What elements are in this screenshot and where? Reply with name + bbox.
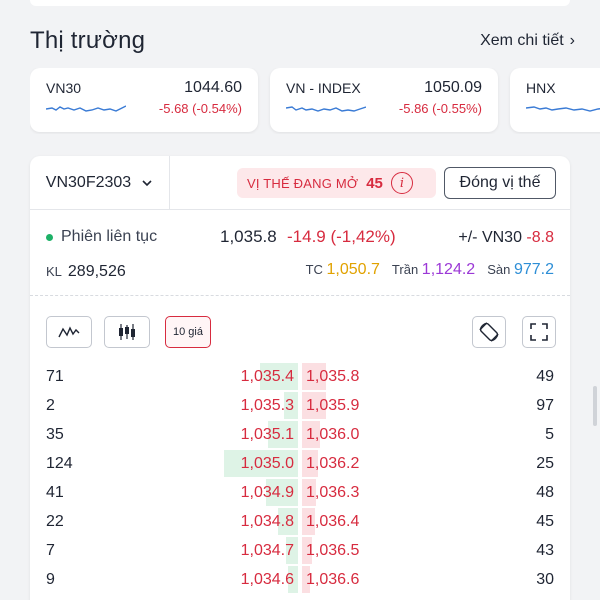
candlestick-icon: [117, 323, 137, 341]
session-status: [46, 228, 157, 246]
order-book-row[interactable]: [30, 478, 570, 507]
index-name: HNX: [526, 80, 556, 96]
ten-price-button[interactable]: [165, 316, 211, 348]
line-chart-button[interactable]: [46, 316, 92, 348]
bid-price[interactable]: 1,035.3: [240, 397, 294, 414]
candlestick-button[interactable]: [104, 316, 150, 348]
bid-price[interactable]: 1,034.7: [240, 542, 294, 559]
session-label: Phiên liên tục: [61, 228, 158, 245]
bid-quantity: 71: [46, 368, 64, 385]
bid-quantity: 7: [46, 542, 55, 559]
ask-price[interactable]: 1,036.0: [306, 426, 360, 443]
order-book-row[interactable]: [30, 565, 570, 594]
index-name: VN30: [46, 80, 82, 96]
order-book-row[interactable]: [30, 536, 570, 565]
index-card-vn30[interactable]: [30, 68, 258, 132]
index-card-vnindex[interactable]: [270, 68, 498, 132]
line-chart-icon: [58, 324, 80, 340]
floor-value: 977.2: [513, 261, 554, 278]
ceiling-value: 1,124.2: [421, 261, 476, 278]
volume-value: 289,526: [67, 263, 126, 280]
floor-label: Sàn: [487, 262, 511, 277]
index-change: -5.68 (-0.54%): [158, 101, 242, 116]
bid-price[interactable]: 1,035.4: [240, 368, 294, 385]
order-book-row[interactable]: [30, 507, 570, 536]
derivatives-card: [30, 156, 570, 600]
bid-price[interactable]: 1,034.9: [240, 484, 294, 501]
basis-label: +/- VN30: [458, 229, 522, 246]
reference-prices: [306, 261, 554, 279]
ask-quantity: 97: [536, 397, 554, 414]
last-price: 1,035.8: [220, 227, 277, 246]
ask-price[interactable]: 1,036.5: [306, 542, 360, 559]
bid-price[interactable]: 1,035.1: [240, 426, 294, 443]
bid-quantity: 41: [46, 484, 64, 501]
ten-price-label: 10 giá: [173, 326, 203, 338]
section-title: Thị trường: [30, 27, 146, 54]
open-position-badge[interactable]: [237, 168, 436, 198]
order-book-row[interactable]: [30, 449, 570, 478]
ask-quantity: 45: [536, 513, 554, 530]
bid-price[interactable]: 1,034.6: [240, 571, 294, 588]
close-position-button[interactable]: Đóng vị thế: [444, 167, 556, 199]
ask-quantity: 5: [545, 426, 554, 443]
order-book-row[interactable]: [30, 420, 570, 449]
see-more-label: Xem chi tiết: [480, 32, 564, 49]
bid-quantity: 9: [46, 571, 55, 588]
see-more-link[interactable]: [480, 32, 575, 50]
sparkline-icon: [526, 102, 600, 116]
bid-quantity: 22: [46, 513, 64, 530]
rotate-screen-icon: [477, 320, 501, 344]
bid-quantity: 124: [46, 455, 73, 472]
top-card-edge: [30, 0, 570, 6]
status-dot-icon: [46, 234, 53, 241]
ask-price[interactable]: 1,035.8: [306, 368, 360, 385]
quote-summary: [30, 211, 570, 296]
ask-price[interactable]: 1,036.2: [306, 455, 360, 472]
market-header: [30, 26, 575, 56]
info-icon[interactable]: i: [391, 172, 413, 194]
tc-label: TC: [305, 262, 323, 277]
ask-quantity: 30: [536, 571, 554, 588]
ask-price[interactable]: 1,036.4: [306, 513, 360, 530]
contract-bar: [30, 156, 570, 210]
order-book-row[interactable]: [30, 362, 570, 391]
ask-quantity: 48: [536, 484, 554, 501]
rotate-button[interactable]: [472, 316, 506, 348]
ask-price[interactable]: 1,036.3: [306, 484, 360, 501]
ceiling-label: Trần: [391, 262, 419, 277]
index-name: VN - INDEX: [286, 80, 361, 96]
index-card-hnx[interactable]: [510, 68, 600, 132]
volume-label: KL: [46, 264, 62, 279]
bid-quantity: 35: [46, 426, 64, 443]
ask-quantity: 49: [536, 368, 554, 385]
symbol-select[interactable]: [30, 156, 170, 210]
order-book: [30, 362, 570, 594]
volume: [46, 263, 126, 281]
chevron-down-icon: [141, 179, 153, 187]
symbol-label: VN30F2303: [45, 174, 132, 191]
sparkline-icon: [286, 102, 366, 116]
basis-value: -8.8: [526, 229, 554, 246]
ask-quantity: 25: [536, 455, 554, 472]
price-change: -14.9 (-1,42%): [287, 227, 396, 246]
order-book-row[interactable]: [30, 391, 570, 420]
ask-price[interactable]: 1,035.9: [306, 397, 360, 414]
basis: [458, 229, 554, 247]
open-position-count: 45: [366, 174, 383, 192]
tc-value: 1,050.7: [326, 261, 380, 278]
index-cards: [30, 68, 600, 134]
open-position-label: VỊ THẾ ĐANG MỞ: [247, 175, 359, 191]
bid-price[interactable]: 1,035.0: [240, 455, 294, 472]
fullscreen-icon: [530, 323, 548, 341]
bid-price[interactable]: 1,034.8: [240, 513, 294, 530]
index-value: 1050.09: [424, 79, 482, 96]
ask-quantity: 43: [536, 542, 554, 559]
chevron-right-icon: ›: [569, 32, 575, 49]
bid-quantity: 2: [46, 397, 55, 414]
sparkline-icon: [46, 102, 126, 116]
scrollbar[interactable]: [593, 386, 597, 426]
fullscreen-button[interactable]: [522, 316, 556, 348]
ask-price[interactable]: 1,036.6: [306, 571, 360, 588]
index-value: 1044.60: [184, 79, 242, 96]
index-change: -5.86 (-0.55%): [398, 101, 482, 116]
